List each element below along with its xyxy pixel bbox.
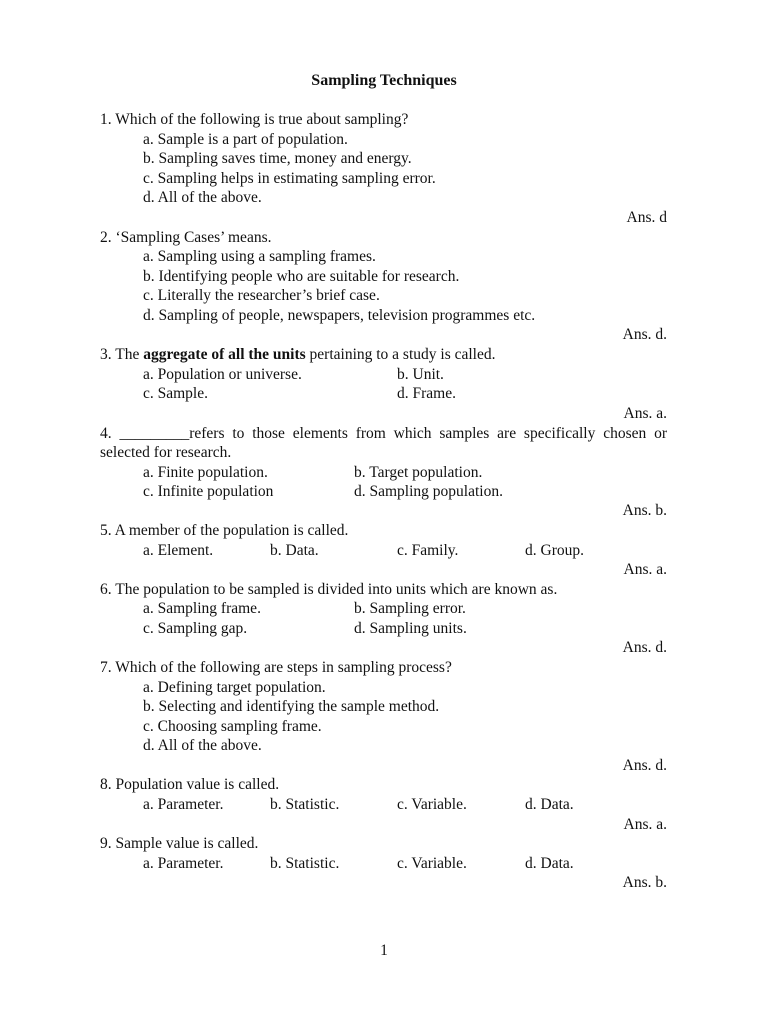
question-3-option-b: b. Unit. [397,366,444,383]
question-7-stem: 7. Which of the following are steps in sampling process? [100,659,452,676]
question-1-stem: 1. Which of the following is true about sampling? [100,111,409,128]
question-5-option-b: b. Data. [270,542,319,559]
question-8-option-a: a. Parameter. [143,796,224,813]
question-4-stem-line-1: 4. _________refers to those elements from which samples are specifically chosen or [100,425,667,442]
page-number: 1 [380,942,388,959]
question-9-option-c: c. Variable. [397,855,467,872]
question-9-stem: 9. Sample value is called. [100,835,259,852]
question-9-option-a: a. Parameter. [143,855,224,872]
question-3-stem-prefix: 3. The [100,346,144,363]
question-3-answer: Ans. a. [623,405,667,422]
question-9-answer: Ans. b. [622,874,667,891]
page-title: Sampling Techniques [311,72,457,89]
question-6-option-c: c. Sampling gap. [143,620,248,637]
question-1-option-d: d. All of the above. [143,189,262,206]
question-2-option-a: a. Sampling using a sampling frames. [143,248,376,265]
question-4-option-a: a. Finite population. [143,464,268,481]
question-7-answer: Ans. d. [622,757,667,774]
question-9-option-d: d. Data. [525,855,574,872]
question-6-option-d: d. Sampling units. [354,620,467,637]
question-2-option-c: c. Literally the researcher’s brief case. [143,287,380,304]
question-4-option-c: c. Infinite population [143,483,274,500]
question-4-stem-line-2: selected for research. [100,444,232,461]
question-7-option-d: d. All of the above. [143,737,262,754]
question-2-stem: 2. ‘Sampling Cases’ means. [100,229,272,246]
question-8-answer: Ans. a. [623,816,667,833]
question-3-stem-suffix: pertaining to a study is called. [305,346,496,363]
question-5-option-d: d. Group. [525,542,584,559]
question-1-option-a: a. Sample is a part of population. [143,131,348,148]
question-7-option-b: b. Selecting and identifying the sample method. [143,698,440,715]
question-2-option-b: b. Identifying people who are suitable for research. [143,268,460,285]
question-3-stem-bold: aggregate of all the units [143,346,306,363]
question-2-option-d: d. Sampling of people, newspapers, television programmes etc. [143,307,536,324]
question-4-answer: Ans. b. [622,502,667,519]
question-8-option-b: b. Statistic. [270,796,340,813]
question-8-option-c: c. Variable. [397,796,467,813]
question-5-answer: Ans. a. [623,561,667,578]
question-3-option-c: c. Sample. [143,385,208,402]
question-3-option-a: a. Population or universe. [143,366,302,383]
question-8-stem: 8. Population value is called. [100,776,280,793]
question-1-option-b: b. Sampling saves time, money and energy. [143,150,412,167]
question-1-answer: Ans. d [626,209,667,226]
question-5-option-a: a. Element. [143,542,214,559]
question-7-option-a: a. Defining target population. [143,679,326,696]
question-3-option-d: d. Frame. [397,385,456,402]
question-3-stem [100,345,496,365]
question-6-option-a: a. Sampling frame. [143,600,261,617]
question-6-stem: 6. The population to be sampled is divided into units which are known as. [100,581,558,598]
question-5-stem: 5. A member of the population is called. [100,522,349,539]
question-4-option-b: b. Target population. [354,464,483,481]
question-5-option-c: c. Family. [397,542,459,559]
question-9-option-b: b. Statistic. [270,855,340,872]
question-7-option-c: c. Choosing sampling frame. [143,718,322,735]
question-1-option-c: c. Sampling helps in estimating sampling error. [143,170,436,187]
question-6-answer: Ans. d. [622,639,667,656]
question-6-option-b: b. Sampling error. [354,600,466,617]
question-4-option-d: d. Sampling population. [354,483,503,500]
question-2-answer: Ans. d. [622,326,667,343]
question-8-option-d: d. Data. [525,796,574,813]
